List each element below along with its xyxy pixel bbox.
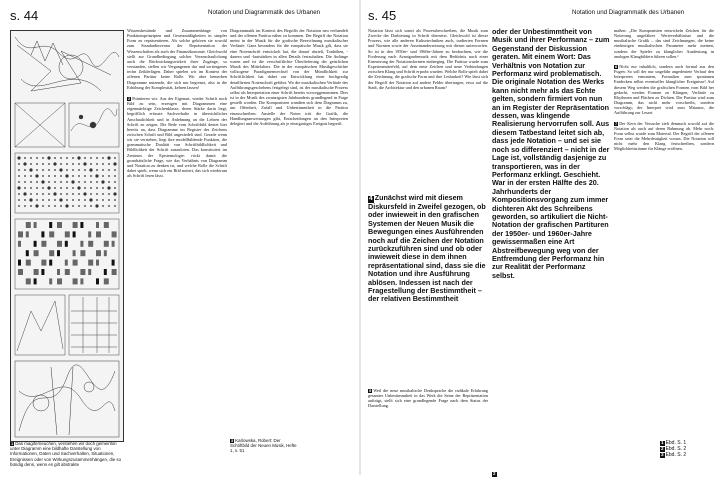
dot-mark xyxy=(42,163,44,165)
dot-mark xyxy=(96,193,98,195)
block-mark xyxy=(80,269,85,275)
block-mark xyxy=(112,260,115,266)
right-col3-paragraph-3-text: Der Kern der Versuche zielt demnach sowohl auf die Notation als auch auf deren Rahmung ab. Mehr noch: Form selbst wurde zum Material. Der Begriff der offenen Form setzt die Mehrdeutigkeit voraus. Die Notation soll nicht mehr den Klang festschreiben, sondern Möglichkeitsräume für Klänge eröffnen. xyxy=(614,120,714,152)
dot-mark xyxy=(48,181,50,183)
dot-mark xyxy=(114,169,116,171)
dot-mark xyxy=(102,187,104,189)
dot-mark xyxy=(84,175,86,177)
dot-mark xyxy=(95,174,98,177)
dot-mark xyxy=(66,181,68,183)
dot-mark xyxy=(24,205,26,207)
dot-mark xyxy=(42,205,44,207)
dot-mark xyxy=(66,187,68,189)
dot-mark xyxy=(108,205,110,207)
dot-mark xyxy=(72,187,74,189)
right-col2-paragraph: oder der Unbestimmtheit von Musik und ihrer Performanz – zum Gegenstand der Diskussion geraten. Mit einem Wort: Das Verhältnis von Notation zur Performanz wird problematisch. Die originale Notation des Werks kann nicht mehr als das Echte gelten, sondern firmiert von nun an im Register der Repräsentation dessen, was klingende Realisierung hervorrufen soll. Aus diesem Tatbestand leitet sich ab, dass jede Notation – und sei sie noch so differenziert – nicht in der Lage ist, vollständig dasjenige zu transportieren, was in der Performanz erklingt. Geschieht. War in der ersten Hälfte des 20. Jahrhunderts der Kompositionsvorgang zum immer dichteren Akt des Schreibens geworden, so artikuliert die Nicht-Notation der grafischen Partituren der 1950er- und 1960er-Jahre gewissermaßen eine Art Abstreifbewegung weg von der Entfremdung der Performanz hin zur Realität der Performanz selbst. xyxy=(492,28,610,280)
dot-mark xyxy=(47,186,50,189)
dot-mark xyxy=(48,193,50,195)
dot-mark xyxy=(113,192,116,195)
right-column-2 xyxy=(492,28,610,458)
dot-mark xyxy=(78,193,80,195)
book-gutter xyxy=(359,0,361,475)
block-mark xyxy=(80,222,83,228)
dot-mark xyxy=(24,157,26,159)
block-mark xyxy=(80,278,83,284)
dot-mark xyxy=(53,192,56,195)
dot-mark xyxy=(84,157,86,159)
dot-mark xyxy=(84,199,86,201)
right-col1-bottom-paragraph xyxy=(368,388,488,409)
dot-mark xyxy=(30,187,32,189)
right-col3-paragraph-2 xyxy=(614,64,714,116)
dot-mark xyxy=(113,162,116,165)
block-mark xyxy=(65,269,70,275)
block-mark xyxy=(112,231,117,237)
diagram-figure xyxy=(10,30,124,442)
block-mark xyxy=(18,241,21,247)
block-mark xyxy=(80,241,83,247)
dot-mark xyxy=(60,175,62,177)
dot-mark xyxy=(90,205,92,207)
dot-mark xyxy=(107,156,110,159)
dot-mark xyxy=(60,193,62,195)
block-mark xyxy=(73,260,78,266)
dot-mark xyxy=(35,204,38,207)
left-col2-paragraph: Diagrammatik im Kontext des Begriffs der Notation neu verhandelt und der offenen Partitur näher zu kommen. Der Begriff der Notation meint in der Musik für die grafische Bezeichnung musikalischer Verläufe. Ganz besonders für die europäische Musik gilt, dass sie eine Notenschrift entwickelt hat, die darauf abzielt, Tonhöhen, -dauern und -lautstärken in allen Details festzuhalten. Die Anfänge waren und ist die verschriftlichte Überlieferung der geistlichen Musik des Mittelalters. Die in der europäischen Musikgeschichte vollzogene Paradigmenwechsel von der Mündlichkeit zur Schriftlichkeit hat dabei zur Entwicklung einer hochgradig detaillierten Notenschrift geführt. Wo die musikalischen Verläufe des Aufführungsgeschehens festgelegt sind, ist der musikalische Prozess selbst als Interpretation einer Schrift bereits vorweggenommen. Dies ist in der Musik des zwanzigsten Jahrhunderts grundlegend in Frage gestellt worden. Die Komponisten wandten sich dem Diagramm zu, um Offenheit, Zufall und Unbestimmtheit in die Partitur einzuschreiben. Anstelle der Noten tritt die Grafik, die Handlungsanweisungen gibt, Entscheidungen an den Interpreten delegiert und die Aufführung als je einzigartiges Ereignis begreift. xyxy=(230,28,348,126)
marker-3: 3 xyxy=(231,438,234,443)
right-col3-paragraph-1: maßen: „Die Komponisten entwickeln Zeichen für die Notierung ungefährer Werteverhältnisse und die musikalische Grafik – das sind Zeichnungen, die keine eindeutigen musikalischen Parameter mehr meinen, sondern die Spieler zu klanglicher Ausdeutung in analogen Klangbildern führen sollen.“ xyxy=(614,28,714,59)
footnotes xyxy=(660,440,716,459)
dot-mark xyxy=(48,169,50,171)
dot-mark xyxy=(42,175,44,177)
block-mark xyxy=(104,269,107,275)
dot-mark xyxy=(89,198,92,201)
block-mark xyxy=(34,269,39,275)
figure-caption xyxy=(10,441,122,467)
dot-mark xyxy=(42,199,44,201)
dot-mark xyxy=(84,169,86,171)
dot-mark xyxy=(72,199,74,201)
dot-mark xyxy=(42,157,44,159)
dot-mark xyxy=(89,168,92,171)
block-mark xyxy=(104,250,107,256)
footnote-2-text: Ebd. S. 2 xyxy=(665,446,687,453)
block-mark xyxy=(65,241,68,247)
dot-mark xyxy=(108,181,110,183)
left-column-1 xyxy=(127,28,227,469)
dot-mark xyxy=(23,162,26,165)
block-mark xyxy=(34,241,37,247)
dot-mark xyxy=(96,181,98,183)
figure-caption-text: Das magiferneuchen, verstehen wir doch gemeinhin unter Diagramm eine bildhafte Darstellung von Informationen, Daten und Sachverhalten, Situationen, Ereignissen oder von Wirkungszusammenhängen, die so bündig denn, wenn es gilt abstrakte xyxy=(10,441,122,467)
block-mark xyxy=(73,278,78,284)
block-mark xyxy=(49,250,54,256)
dot-mark xyxy=(30,175,32,177)
dot-mark xyxy=(84,205,86,207)
dot-mark xyxy=(72,193,74,195)
dot-mark xyxy=(54,187,56,189)
dot-mark xyxy=(54,157,56,159)
dot-mark xyxy=(72,169,74,171)
block-mark xyxy=(73,250,76,256)
dot-mark xyxy=(36,199,38,201)
dot-mark xyxy=(48,199,50,201)
dot-mark xyxy=(24,187,26,189)
marker-1: 1 xyxy=(11,441,14,446)
dot-mark xyxy=(42,187,44,189)
dot-mark xyxy=(36,181,38,183)
right-col1-paragraph-1: Notation lässt sich somit als Prozessbeschreiben, die Musik zum Zwecke der Darbietung in Schrift übersetzt. Gleichwohl ist dieser Prozess, wie alle anderen Kulturtechniken auch, tradierten Formen und Normen sowie der Auseinandersetzung mit diesen unterworfen. So ist in den 1950er- und 1960er-Jahren zu beobachten, wie die Forderung nach Avantgardemusik mit dem Bedürfnis nach einer Erneuerung der Notationsformen einherging. Die Partitur wurde zum Experimentierfeld, auf dem neue Zeichen und neue Verbindungen zwischen Klang und Schrift erprobt wurden. Welche Rolle spielt dabei die Zeichnung, die grafische Form und ihre Lesbarkeit? Wie lässt sich der Begriff der Notation auf andere Felder übertragen, etwa auf die Stadt, die Architektur und den urbanen Raum? xyxy=(368,28,488,90)
dot-mark xyxy=(36,193,38,195)
dot-mark xyxy=(48,163,50,165)
dot-mark xyxy=(96,169,98,171)
dot-mark xyxy=(83,192,86,195)
dot-mark xyxy=(107,186,110,189)
dot-mark xyxy=(24,169,26,171)
diagram-figure-graphic xyxy=(11,31,123,441)
dot-mark xyxy=(30,163,32,165)
dot-mark xyxy=(36,169,38,171)
dot-mark xyxy=(65,204,68,207)
block-mark xyxy=(96,260,99,266)
dot-mark xyxy=(60,187,62,189)
dot-mark xyxy=(78,163,80,165)
marker-5: 5 xyxy=(369,388,372,393)
dot-mark xyxy=(90,163,92,165)
dot-mark xyxy=(66,163,68,165)
footnote-1-marker: 1 xyxy=(661,440,664,445)
left-page-number: s. 44 xyxy=(10,8,39,23)
block-mark xyxy=(112,241,115,247)
dot-mark xyxy=(78,175,80,177)
block-mark xyxy=(57,222,62,228)
right-col3-paragraph-2-text: Nicht nur inhaltlich, sondern auch formal aus den Fugen: So soll der nur ungefähr angedeutete Verlauf den Interpreten ermuntern, Formalien zum spontanen Entdecken selbst eventueller klanglicher Ereignisse! Auf diesem Weg werden die grafischen Formen vom Bild her gedacht, werden Formen zu Klängen, Verläufe zu Rhythmen und Flächen zu Dichten. Die Partitur wird zum Diagramm, das nicht mehr vorschreibt, sondern vorschlägt; der Interpret wird zum Mitautor, die Aufführung zur Lesart. xyxy=(614,63,714,116)
footnote-3-text: Ebd. S. 2 xyxy=(665,452,687,459)
dot-mark xyxy=(41,180,44,183)
dot-mark xyxy=(47,156,50,159)
right-footer-marker xyxy=(492,462,498,480)
dot-mark xyxy=(36,163,38,165)
block-mark xyxy=(18,269,23,275)
block-mark xyxy=(104,278,109,284)
block-mark xyxy=(96,231,101,237)
marker-7: 7 xyxy=(615,120,618,126)
dot-mark xyxy=(18,181,20,183)
dot-mark xyxy=(24,181,26,183)
block-mark xyxy=(73,222,78,228)
dot-mark xyxy=(29,168,32,171)
dot-mark xyxy=(102,175,104,177)
block-mark xyxy=(104,241,109,247)
dot-mark xyxy=(96,163,98,165)
dot-mark xyxy=(102,163,104,165)
dot-mark xyxy=(66,193,68,195)
dot-mark xyxy=(108,193,110,195)
dot-mark xyxy=(108,199,110,201)
block-mark xyxy=(96,250,101,256)
dot-mark xyxy=(59,168,62,171)
left-col1-paragraph-2-text: Pointieren wir: Aus der Eigenart, wieder Schrift noch Bild zu sein, erzeugen mit Diagrammen eine eigenmächtige Zeichenklasse, deren Stärke darin liegt, begrifflich erfasste Sachverhalte in übersichtlicher Anschaulichkeit und in Anlehnung an die Lehren der Schrift zu zeigen. Die Rede vom Schriftbild deutet hier bereits an, dass Diagramme im Register des Zeichens zwischen Schrift und Bild angesiedelt sind. Gerade wenn wir sie verstehen, liegt ihre modellbildende Funktion, die grammatische Dualität von Schriftbildlichkeit und Bildlichkeit der Schrift auszuloten. Das konstituiert im Zentrum der Epistemologie: rückt damit die grundsätzliche Frage, wie das Verhältnis von Diagramm und Notation zu denken ist, und welche Rolle die Schrift dabei spielt, wenn sich ein Bild notiert, das sich wiederum als Schrift lesen lässt. xyxy=(127,95,227,179)
dot-mark xyxy=(90,157,92,159)
block-mark xyxy=(96,278,99,284)
marker-4: 4 xyxy=(369,195,373,202)
block-mark xyxy=(73,231,76,237)
footnote-1-text: Ebd. S. 1 xyxy=(665,440,687,446)
dot-mark xyxy=(96,187,98,189)
dot-mark xyxy=(108,169,110,171)
dot-mark xyxy=(54,205,56,207)
dot-mark xyxy=(84,181,86,183)
left-running-head: Notation und Diagrammatik des Urbanen xyxy=(208,9,321,16)
block-mark xyxy=(96,222,99,228)
dot-mark xyxy=(24,175,26,177)
block-mark xyxy=(112,269,117,275)
dot-mark xyxy=(78,205,80,207)
block-mark xyxy=(34,278,37,284)
footnote-3 xyxy=(660,452,716,458)
dot-mark xyxy=(54,169,56,171)
block-mark xyxy=(88,231,91,237)
dot-mark xyxy=(102,205,104,207)
dot-mark xyxy=(23,192,26,195)
marker-2: 2 xyxy=(128,95,131,101)
right-running-head: Notation und Diagrammatik des Urbanen xyxy=(572,9,685,16)
block-mark xyxy=(34,222,37,228)
dot-mark xyxy=(53,162,56,165)
dot-mark xyxy=(114,175,116,177)
block-mark xyxy=(26,278,31,284)
block-mark xyxy=(26,260,31,266)
dot-mark xyxy=(18,205,20,207)
dot-mark xyxy=(30,157,32,159)
dot-mark xyxy=(78,199,80,201)
left-column-2 xyxy=(230,28,348,433)
dot-mark xyxy=(60,205,62,207)
dot-mark xyxy=(36,187,38,189)
dot-mark xyxy=(114,181,116,183)
dot-mark xyxy=(77,186,80,189)
dot-mark xyxy=(18,175,20,177)
dot-mark xyxy=(114,157,116,159)
right-column-1-bold xyxy=(368,194,488,386)
dot-mark xyxy=(42,169,44,171)
block-mark xyxy=(26,222,31,228)
dot-mark xyxy=(78,181,80,183)
dot-mark xyxy=(30,193,32,195)
dot-mark xyxy=(114,199,116,201)
block-mark xyxy=(65,260,68,266)
dot-mark xyxy=(29,198,32,201)
block-mark xyxy=(34,250,39,256)
dot-mark xyxy=(24,199,26,201)
block-mark xyxy=(41,260,46,266)
dot-mark xyxy=(60,157,62,159)
dot-mark xyxy=(90,187,92,189)
right-column-1-top xyxy=(368,28,488,193)
dot-mark xyxy=(72,157,74,159)
left-col2-caption xyxy=(230,438,300,454)
dot-mark xyxy=(54,175,56,177)
right-col3-paragraph-3 xyxy=(614,121,714,152)
block-mark xyxy=(49,231,54,237)
dot-mark xyxy=(54,199,56,201)
dot-mark xyxy=(96,157,98,159)
right-column-1-bottom xyxy=(368,388,488,452)
dot-mark xyxy=(18,199,20,201)
dot-mark xyxy=(66,199,68,201)
block-mark xyxy=(57,250,60,256)
dot-mark xyxy=(90,193,92,195)
left-col1-paragraph-2 xyxy=(127,96,227,179)
right-col1-bold-text: Zunächst wird mit diesem Diskursfeld in Zweifel gezogen, ob oder inwieweit in den grafischen Systemen der Neuen Musik die Bewegungen eines Ausführenden noch auf die Zeichen der Notation zurückzuführen sind und ob oder inwieweit diese in dem ihnen repräsentational sind, dass sie die Notation und ihre Ausführung ablösen. Indessen ist nach der Fragestellung der Bestimmtheit – der relativen Bestimmtheit xyxy=(368,194,486,304)
dot-mark xyxy=(65,174,68,177)
dot-mark xyxy=(54,181,56,183)
dot-mark xyxy=(48,205,50,207)
dot-mark xyxy=(102,157,104,159)
block-mark xyxy=(41,241,46,247)
block-mark xyxy=(88,269,91,275)
dot-mark xyxy=(60,163,62,165)
dot-mark xyxy=(17,156,20,159)
block-mark xyxy=(49,260,52,266)
block-mark xyxy=(57,241,62,247)
dot-mark xyxy=(83,162,86,165)
dot-mark xyxy=(30,205,32,207)
dot-mark xyxy=(36,157,38,159)
dot-mark xyxy=(18,163,20,165)
dot-mark xyxy=(17,186,20,189)
block-mark xyxy=(65,231,70,237)
dot-mark xyxy=(66,157,68,159)
marker-6: 6 xyxy=(615,63,618,69)
block-mark xyxy=(88,241,93,247)
block-mark xyxy=(57,269,60,275)
dot-mark xyxy=(42,193,44,195)
dot-mark xyxy=(78,169,80,171)
block-mark xyxy=(49,222,52,228)
dot-mark xyxy=(114,205,116,207)
dot-mark xyxy=(102,199,104,201)
dot-mark xyxy=(84,187,86,189)
block-mark xyxy=(26,250,29,256)
dot-mark xyxy=(30,181,32,183)
dot-mark xyxy=(72,205,74,207)
dot-mark xyxy=(18,169,20,171)
dot-mark xyxy=(96,199,98,201)
left-col1-paragraph-1: Wissensbestände und Zusammenhänge von Punktionsprinzipien und Gesetzmäßigkeiten in simpler Form zu repräsentieren. Als solche gehören sie sowohl zum Standardinventar der Repräsentation der Wissenschaften als auch der Finanzökonomie. Gleichwohl stellt zur Grundbedingung solcher Veranschaulichung auch die Rückwirkungswirkeit ihrer Zugänge, so verstanden, stellen wir Vergangenen dar und sortiergenes techn Zeiklerlägen. Daher spielen wir im Kontext der offenen Partitur keine Rolle. Wir aber bemerken Diagramme nutzende, die sich nur begrenzt, also in die Erhöhung der Komplexität, kehren lassen! xyxy=(127,28,227,90)
dot-mark xyxy=(90,175,92,177)
footnote-2-marker: 2 xyxy=(661,446,664,452)
left-col2-caption-text: Karlowska, Robert: Der Schriftbild der Neuen Musik, Hefte 1, s. 51 xyxy=(230,438,297,454)
block-mark xyxy=(26,231,29,237)
dot-mark xyxy=(108,163,110,165)
dot-mark xyxy=(102,169,104,171)
dot-mark xyxy=(95,204,98,207)
dot-mark xyxy=(72,175,74,177)
right-col1-bottom-text: Weil die neue musikalische Denksprache die radikale Erfahrung gesamter Unbestimmtheit in das Werk die Seine der Repräsentation aufträgt, stellt sich eine grundlegende Frage nach dem Status der Darstellung. xyxy=(368,388,488,409)
dot-mark xyxy=(77,156,80,159)
dot-mark xyxy=(18,193,20,195)
dot-mark xyxy=(101,180,104,183)
block-mark xyxy=(41,231,44,237)
right-footer-marker-label: 2 xyxy=(493,471,496,476)
dot-mark xyxy=(48,175,50,177)
right-col1-bold-paragraph xyxy=(368,194,488,304)
block-mark xyxy=(18,231,23,237)
right-page-number: s. 45 xyxy=(368,8,397,23)
dot-mark xyxy=(114,187,116,189)
footnote-3-marker: 3 xyxy=(661,452,664,458)
right-column-3 xyxy=(614,28,714,436)
block-mark xyxy=(49,278,52,284)
block-mark xyxy=(104,222,109,228)
dot-mark xyxy=(72,163,74,165)
dot-mark xyxy=(59,198,62,201)
block-mark xyxy=(57,278,62,284)
block-mark xyxy=(41,269,44,275)
dot-mark xyxy=(102,193,104,195)
dot-mark xyxy=(108,175,110,177)
block-mark xyxy=(80,250,85,256)
dot-mark xyxy=(60,181,62,183)
dot-mark xyxy=(71,180,74,183)
block-mark xyxy=(18,260,21,266)
dot-mark xyxy=(90,181,92,183)
block-mark xyxy=(88,260,93,266)
dot-mark xyxy=(66,169,68,171)
dot-mark xyxy=(35,174,38,177)
